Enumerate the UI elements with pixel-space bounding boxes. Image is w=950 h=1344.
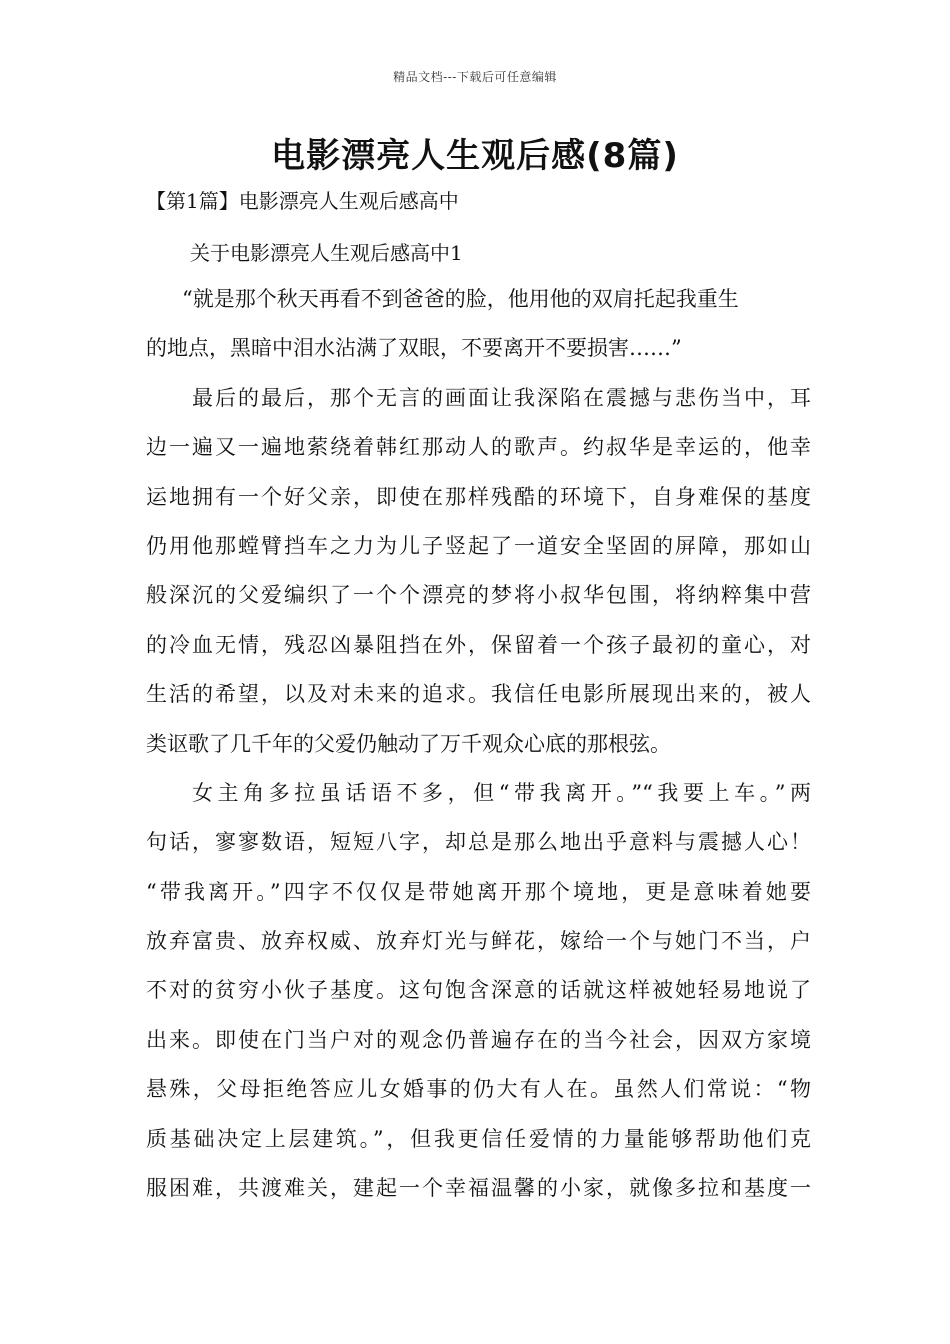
paragraph-line: 生活的希望，以及对未来的追求。我信任电影所展现出来的，被人 — [146, 682, 811, 707]
paragraph-line: “带我离开。”四字不仅仅是带她离开那个境地，更是意味着她要 — [146, 879, 811, 904]
paragraph-line: 悬殊，父母拒绝答应儿女婚事的仍大有人在。虽然人们常说：“物 — [146, 1077, 811, 1102]
paragraph-line: 质基础决定上层建筑。”，但我更信任爱情的力量能够帮助他们克 — [146, 1126, 811, 1151]
paragraph-line: 不对的贫穷小伙子基度。这句饱含深意的话就这样被她轻易地说了 — [146, 978, 811, 1003]
section-heading: 【第1篇】电影漂亮人生观后感高中 — [146, 189, 459, 213]
paragraph-line: 服困难，共渡难关，建起一个幸福温馨的小家，就像多拉和基度一 — [146, 1176, 811, 1201]
subheading: 关于电影漂亮人生观后感高中1 — [190, 241, 463, 265]
paragraph-line: 的地点，黑暗中泪水沾满了双眼，不要离开不要损害……” — [146, 336, 682, 361]
paragraph-line: “就是那个秋天再看不到爸爸的脸，他用他的双肩托起我重生 — [182, 287, 739, 311]
paragraph-line: 出来。即使在门当户对的观念仍普遍存在的当今社会，因双方家境 — [146, 1027, 811, 1052]
paragraph-line: 运地拥有一个好父亲，即使在那样残酷的环境下，自身难保的基度 — [146, 484, 811, 509]
body-text — [146, 284, 811, 1222]
document-title: 电影漂亮人生观后感(8篇) — [271, 136, 679, 176]
paragraph-line: 放弃富贵、放弃权威、放弃灯光与鲜花，嫁给一个与她门不当，户 — [146, 929, 811, 954]
paragraph-line: 女主角多拉虽话语不多，但“带我离开。”“我要上车。”两 — [192, 780, 811, 805]
paragraph-line: 的冷血无情，残忍凶暴阻挡在外，保留着一个孩子最初的童心，对 — [146, 632, 811, 657]
paragraph-line: 般深沉的父爱编织了一个个漂亮的梦将小叔华包围，将纳粹集中营 — [146, 583, 811, 608]
paragraph-line: 边一遍又一遍地萦绕着韩红那动人的歌声。约叔华是幸运的，他幸 — [146, 435, 811, 460]
header-note: 精品文档---下载后可任意编辑 — [393, 70, 557, 84]
paragraph-line: 最后的最后，那个无言的画面让我深陷在震撼与悲伤当中，耳 — [192, 385, 811, 410]
paragraph-line: 句话，寥寥数语，短短八字，却总是那么地出乎意料与震撼人心！ — [146, 830, 811, 855]
paragraph-line: 仍用他那螳臂挡车之力为儿子竖起了一道安全坚固的屏障，那如山 — [146, 533, 811, 558]
paragraph-line: 类讴歌了几千年的父爱仍触动了万千观众心底的那根弦。 — [146, 731, 671, 756]
